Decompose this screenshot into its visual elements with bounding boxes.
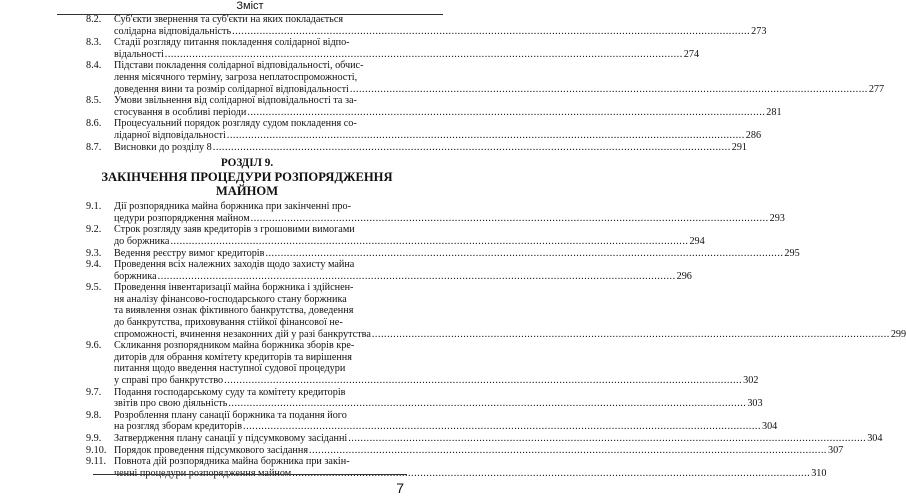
toc-entry-title-end: у справі про банкрутство bbox=[114, 375, 224, 387]
section-title: ЗАКІНЧЕННЯ ПРОЦЕДУРИ РОЗПОРЯДЖЕННЯ МАЙНОМ bbox=[101, 170, 393, 199]
toc-entry-last-line bbox=[114, 329, 906, 341]
toc-entry-text bbox=[114, 340, 758, 386]
toc-entry-last-line bbox=[114, 375, 758, 387]
toc-entry-line: та виявлення ознак фіктивного банкрутства, доведення bbox=[114, 305, 354, 317]
toc-entry-last-line bbox=[114, 248, 800, 260]
toc-entry bbox=[86, 282, 906, 340]
page-number: 7 bbox=[396, 480, 404, 496]
table-of-contents bbox=[86, 14, 906, 479]
toc-entry-number: 8.2. bbox=[86, 14, 102, 25]
toc-entry bbox=[86, 60, 885, 95]
dot-leader bbox=[247, 107, 765, 119]
toc-page-number: 303 bbox=[747, 398, 763, 410]
toc-entry-line: Процесуальний порядок розгляду судом покладення со- bbox=[114, 118, 357, 130]
toc-entry-title-end: на розгляд зборам кредиторів bbox=[114, 421, 243, 433]
toc-entry bbox=[86, 340, 759, 387]
toc-entry-line: Повнота дій розпорядника майна боржника при закін- bbox=[114, 456, 350, 468]
toc-entry bbox=[86, 14, 767, 37]
toc-entry bbox=[86, 456, 827, 479]
toc-entry-last-line bbox=[114, 49, 699, 61]
toc-page-number: 307 bbox=[827, 444, 844, 456]
dot-leader bbox=[158, 271, 676, 283]
section-number: РОЗДІЛ 9. bbox=[220, 157, 274, 170]
dot-leader bbox=[348, 433, 866, 445]
toc-entry-number: 8.6. bbox=[86, 118, 102, 130]
toc-entry-last-line bbox=[114, 130, 761, 142]
toc-entry-title-end: лідарної відповідальності bbox=[114, 129, 226, 141]
toc-entry-title-end: Висновки до розділу 8 bbox=[114, 141, 212, 153]
toc-entry-title-end: ченні процедури розпорядження майном bbox=[114, 467, 292, 479]
toc-page-number: 281 bbox=[766, 106, 782, 118]
toc-entry bbox=[86, 118, 762, 141]
toc-entry-text bbox=[114, 224, 705, 247]
toc-list-chapter-8 bbox=[86, 14, 885, 153]
toc-entry-line: Проведення всіх належних заходів щодо захисту майна bbox=[114, 259, 355, 271]
toc-entry-title-end: Порядок проведення підсумкового засідання bbox=[114, 444, 308, 456]
toc-entry-text bbox=[114, 201, 785, 224]
toc-entry-number: 9.5. bbox=[86, 282, 102, 294]
dot-leader bbox=[213, 142, 731, 154]
dot-leader bbox=[228, 398, 746, 410]
toc-entry-line: диторів для обрання комітету кредиторів та вирішення bbox=[114, 351, 352, 363]
toc-entry bbox=[86, 37, 700, 60]
toc-entry bbox=[86, 433, 883, 445]
toc-page-number: 302 bbox=[743, 375, 759, 387]
toc-entry-text bbox=[114, 60, 884, 95]
toc-entry-number: 8.4. bbox=[86, 60, 102, 72]
toc-entry-line: Дії розпорядника майна боржника при закінченні про- bbox=[114, 201, 351, 213]
toc-entry-title-end: боржника bbox=[114, 270, 157, 282]
toc-entry-text bbox=[114, 37, 699, 60]
toc-entry-line: Скликання розпорядником майна боржника зборів кре- bbox=[114, 340, 355, 352]
toc-entry bbox=[86, 95, 782, 118]
toc-entry-number: 9.2. bbox=[86, 224, 102, 236]
toc-entry-number: 9.6. bbox=[86, 340, 102, 352]
toc-entry-text bbox=[114, 14, 766, 37]
toc-page-number: 293 bbox=[769, 212, 785, 224]
toc-entry-line: Умови звільнення від солідарної відповідальності та за- bbox=[114, 95, 357, 107]
toc-entry-last-line bbox=[114, 142, 747, 154]
toc-entry-title-end: Ведення реєстру вимог кредиторів bbox=[114, 247, 265, 259]
toc-entry-text bbox=[114, 118, 761, 141]
toc-entry-number: 9.3. bbox=[86, 247, 102, 259]
toc-entry bbox=[86, 386, 763, 410]
toc-list-chapter-9 bbox=[86, 201, 906, 479]
toc-entry-text bbox=[114, 142, 747, 154]
dot-leader bbox=[224, 375, 742, 387]
toc-entry-last-line bbox=[114, 398, 763, 410]
toc-entry-line: Стадії розгляду питання покладення солідарної відпо- bbox=[114, 37, 350, 49]
toc-entry-text bbox=[114, 387, 763, 410]
toc-entry-line: питання щодо введення наступної судової процедури bbox=[114, 363, 346, 375]
toc-entry bbox=[86, 444, 844, 457]
toc-entry-number: 9.4. bbox=[86, 259, 102, 271]
toc-entry-title-end: стосування в особливі періоди bbox=[114, 106, 247, 118]
toc-page-number: 304 bbox=[867, 433, 883, 444]
header-title: Зміст bbox=[230, 0, 269, 13]
toc-entry-number: 9.11. bbox=[86, 456, 106, 468]
toc-entry-text bbox=[114, 248, 800, 260]
toc-entry-title-end: цедури розпорядження майном bbox=[114, 212, 250, 224]
toc-entry bbox=[86, 259, 692, 282]
dot-leader bbox=[372, 329, 890, 341]
dot-leader bbox=[265, 248, 783, 260]
toc-entry-last-line bbox=[114, 213, 785, 225]
toc-page-number: 304 bbox=[761, 421, 778, 433]
toc-entry-last-line bbox=[114, 433, 882, 445]
toc-page-number: 286 bbox=[745, 129, 762, 141]
toc-entry-text bbox=[114, 410, 777, 433]
toc-entry-number: 9.7. bbox=[86, 386, 102, 398]
dot-leader bbox=[309, 445, 827, 457]
toc-entry-line: Суб'єкти звернення та суб'єкти на яких покладається bbox=[114, 14, 344, 25]
toc-entry-text bbox=[114, 282, 906, 340]
toc-entry-last-line bbox=[114, 107, 782, 119]
toc-entry-last-line bbox=[114, 271, 692, 283]
toc-entry-title-end: до боржника bbox=[114, 235, 170, 247]
toc-page-number: 273 bbox=[751, 25, 767, 37]
toc-entry-line: Проведення інвентаризації майна боржника і здійснен- bbox=[114, 282, 354, 294]
toc-page-number: 295 bbox=[784, 247, 800, 259]
toc-entry-line: Розроблення плану санації боржника та подання його bbox=[114, 409, 347, 421]
toc-entry-title-end: доведення вини та розмір солідарної відповідальності bbox=[114, 83, 349, 95]
toc-entry-number: 8.3. bbox=[86, 37, 102, 49]
toc-entry-title-end: звітів про свою діяльність bbox=[114, 398, 228, 410]
toc-entry-number: 9.10. bbox=[86, 444, 107, 456]
toc-page-number: 277 bbox=[868, 83, 885, 95]
toc-entry bbox=[86, 409, 778, 433]
toc-entry-line: Підстави покладення солідарної відповідальності, обчис- bbox=[114, 60, 364, 72]
dot-leader bbox=[170, 236, 688, 248]
toc-page-number: 296 bbox=[676, 270, 692, 282]
toc-page-number: 310 bbox=[811, 467, 827, 479]
dot-leader bbox=[165, 49, 683, 61]
toc-entry bbox=[86, 247, 800, 260]
toc-entry-line: Строк розгляду заяв кредиторів з грошовими вимогами bbox=[114, 224, 355, 236]
toc-entry-line: до банкрутства, приховування стійкої фінансової не- bbox=[114, 317, 343, 329]
toc-page-number: 274 bbox=[683, 48, 700, 60]
toc-entry-number: 8.5. bbox=[86, 95, 102, 107]
toc-page-number: 291 bbox=[731, 141, 748, 153]
toc-entry-number: 9.9. bbox=[86, 433, 102, 444]
toc-entry-text bbox=[114, 259, 692, 282]
toc-entry bbox=[86, 141, 748, 154]
toc-page-number: 299 bbox=[890, 328, 906, 340]
toc-entry-text bbox=[114, 95, 782, 118]
toc-entry-title-end: солідарна відповідальність bbox=[114, 25, 232, 37]
toc-entry-title-end: спроможності, вчинення незаконних дій у разі банкрутства bbox=[114, 328, 371, 340]
toc-entry-title-end: відальності bbox=[114, 48, 164, 60]
toc-entry bbox=[86, 224, 705, 247]
toc-entry-line: лення місячного терміну, загроза неплатоспроможності, bbox=[114, 71, 358, 83]
toc-entry-text bbox=[114, 456, 826, 479]
toc-entry bbox=[86, 201, 785, 224]
dot-leader bbox=[350, 84, 868, 96]
toc-entry-line: Подання господарському суду та комітету кредиторів bbox=[114, 386, 346, 398]
toc-entry-last-line bbox=[114, 26, 766, 38]
toc-entry-number: 9.8. bbox=[86, 409, 102, 421]
toc-entry-text bbox=[114, 445, 843, 457]
toc-page-number: 294 bbox=[689, 235, 705, 247]
toc-entry-last-line bbox=[114, 445, 843, 457]
dot-leader bbox=[251, 213, 769, 225]
toc-entry-number: 8.7. bbox=[86, 141, 102, 153]
footer-rule bbox=[93, 474, 407, 475]
toc-entry-text bbox=[114, 433, 882, 445]
dot-leader bbox=[232, 26, 750, 38]
toc-entry-number: 9.1. bbox=[86, 201, 102, 213]
toc-entry-last-line bbox=[114, 84, 884, 96]
dot-leader bbox=[243, 421, 761, 433]
toc-entry-last-line bbox=[114, 236, 705, 248]
toc-entry-last-line bbox=[114, 421, 777, 433]
toc-entry-title-end: Затвердження плану санації у підсумковому засіданні bbox=[114, 433, 348, 444]
toc-entry-line: ня аналізу фінансово-господарського стану боржника bbox=[114, 293, 347, 305]
dot-leader bbox=[227, 130, 745, 142]
